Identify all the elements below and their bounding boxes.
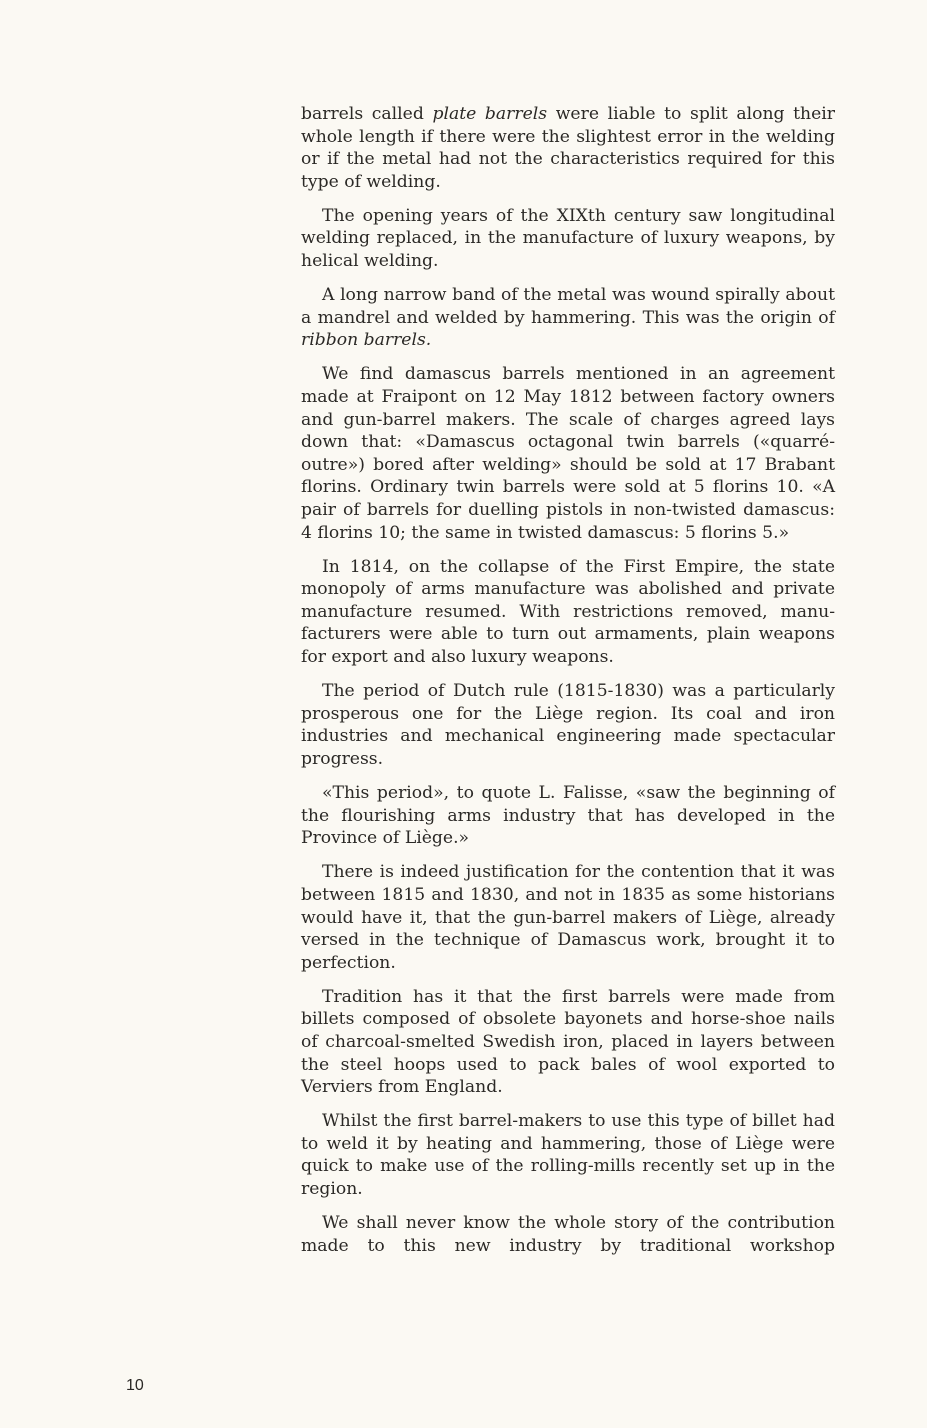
text-run: «This period», to quote L. Falisse, «saw the beginning of the flourishing arms industry that has developed in the Province of Liège.» — [301, 783, 835, 849]
text-run: barrels called — [301, 104, 433, 124]
paragraph — [301, 986, 835, 1099]
text-run: Tradition has it that the first barrels were made from billets composed of obsolete bayonets and horse-shoe nails of charcoal-smelted Swedish iron, placed in layers between the steel hoops used to pack bales of wool exported to Verviers from England. — [301, 986, 835, 1098]
paragraph — [301, 782, 835, 850]
text-run: In 1814, on the collapse of the First Empire, the state monopoly of arms manufacture was abolished and private manufacture resumed. With restrictions removed, manufacturers were able to turn out armaments, plain weapons for export and also luxury weapons. — [301, 556, 835, 668]
paragraph — [301, 205, 835, 273]
text-run: There is indeed justification for the contention that it was between 1815 and 1830, and not in 1835 as some historians would have it, that the gun-barrel makers of Liège, already versed in the technique of Damascus work, brought it to perfection. — [301, 862, 835, 973]
paragraph — [301, 1212, 835, 1257]
body-text-column — [301, 103, 835, 1257]
paragraph — [301, 363, 835, 544]
text-run: The opening years of the XIXth century saw longitudinal welding replaced, in the manufacture of luxury weapons, by helical welding. — [301, 205, 835, 272]
paragraph — [301, 680, 835, 770]
paragraph — [301, 556, 835, 669]
paragraph — [301, 1110, 835, 1200]
text-run: Whilst the first barrel-makers to use this type of billet had to weld it by heating and hammering, those of Liège were quick to make use of the rolling-mills recently set up in the region. — [301, 1111, 835, 1200]
page-number: 10 — [126, 1377, 144, 1394]
paragraph — [301, 103, 835, 193]
text-run: We find damascus barrels mentioned in an agreement made at Fraipont on 12 May 1812 between factory owners and gun-barrel makers. The scale of charges agreed lays down that: «Damascus octagonal twin barrels («quarréoutre») bored after welding» should be sold at 17 Brabant florins. Ordinary twin barrels were sold at 5 florins 10. «A pair of barrels for duelling pistols in non-twisted damascus: 4 florins 10; the same in twisted damascus: 5 florins 5.» — [301, 364, 835, 543]
text-run: We shall never know the whole story of the contribution made to this new industry by traditional workshop — [301, 1213, 835, 1256]
text-run: A long narrow band of the metal was wound spirally about a mandrel and welded by hammering. This was the origin of — [301, 285, 835, 328]
italic-term: ribbon barrels. — [301, 330, 432, 351]
paragraph — [301, 861, 835, 974]
paragraph — [301, 284, 835, 352]
text-run: The period of Dutch rule (1815-1830) was a particularly prosperous one for the Liège region. Its coal and iron industries and mechanical engineering made spectacular progress. — [301, 681, 835, 769]
text-run: were liable to split along their whole length if there were the slightest error in the welding or if the metal had not the characteristics required for this type of welding. — [301, 104, 836, 192]
italic-term: plate barrels — [432, 104, 548, 124]
